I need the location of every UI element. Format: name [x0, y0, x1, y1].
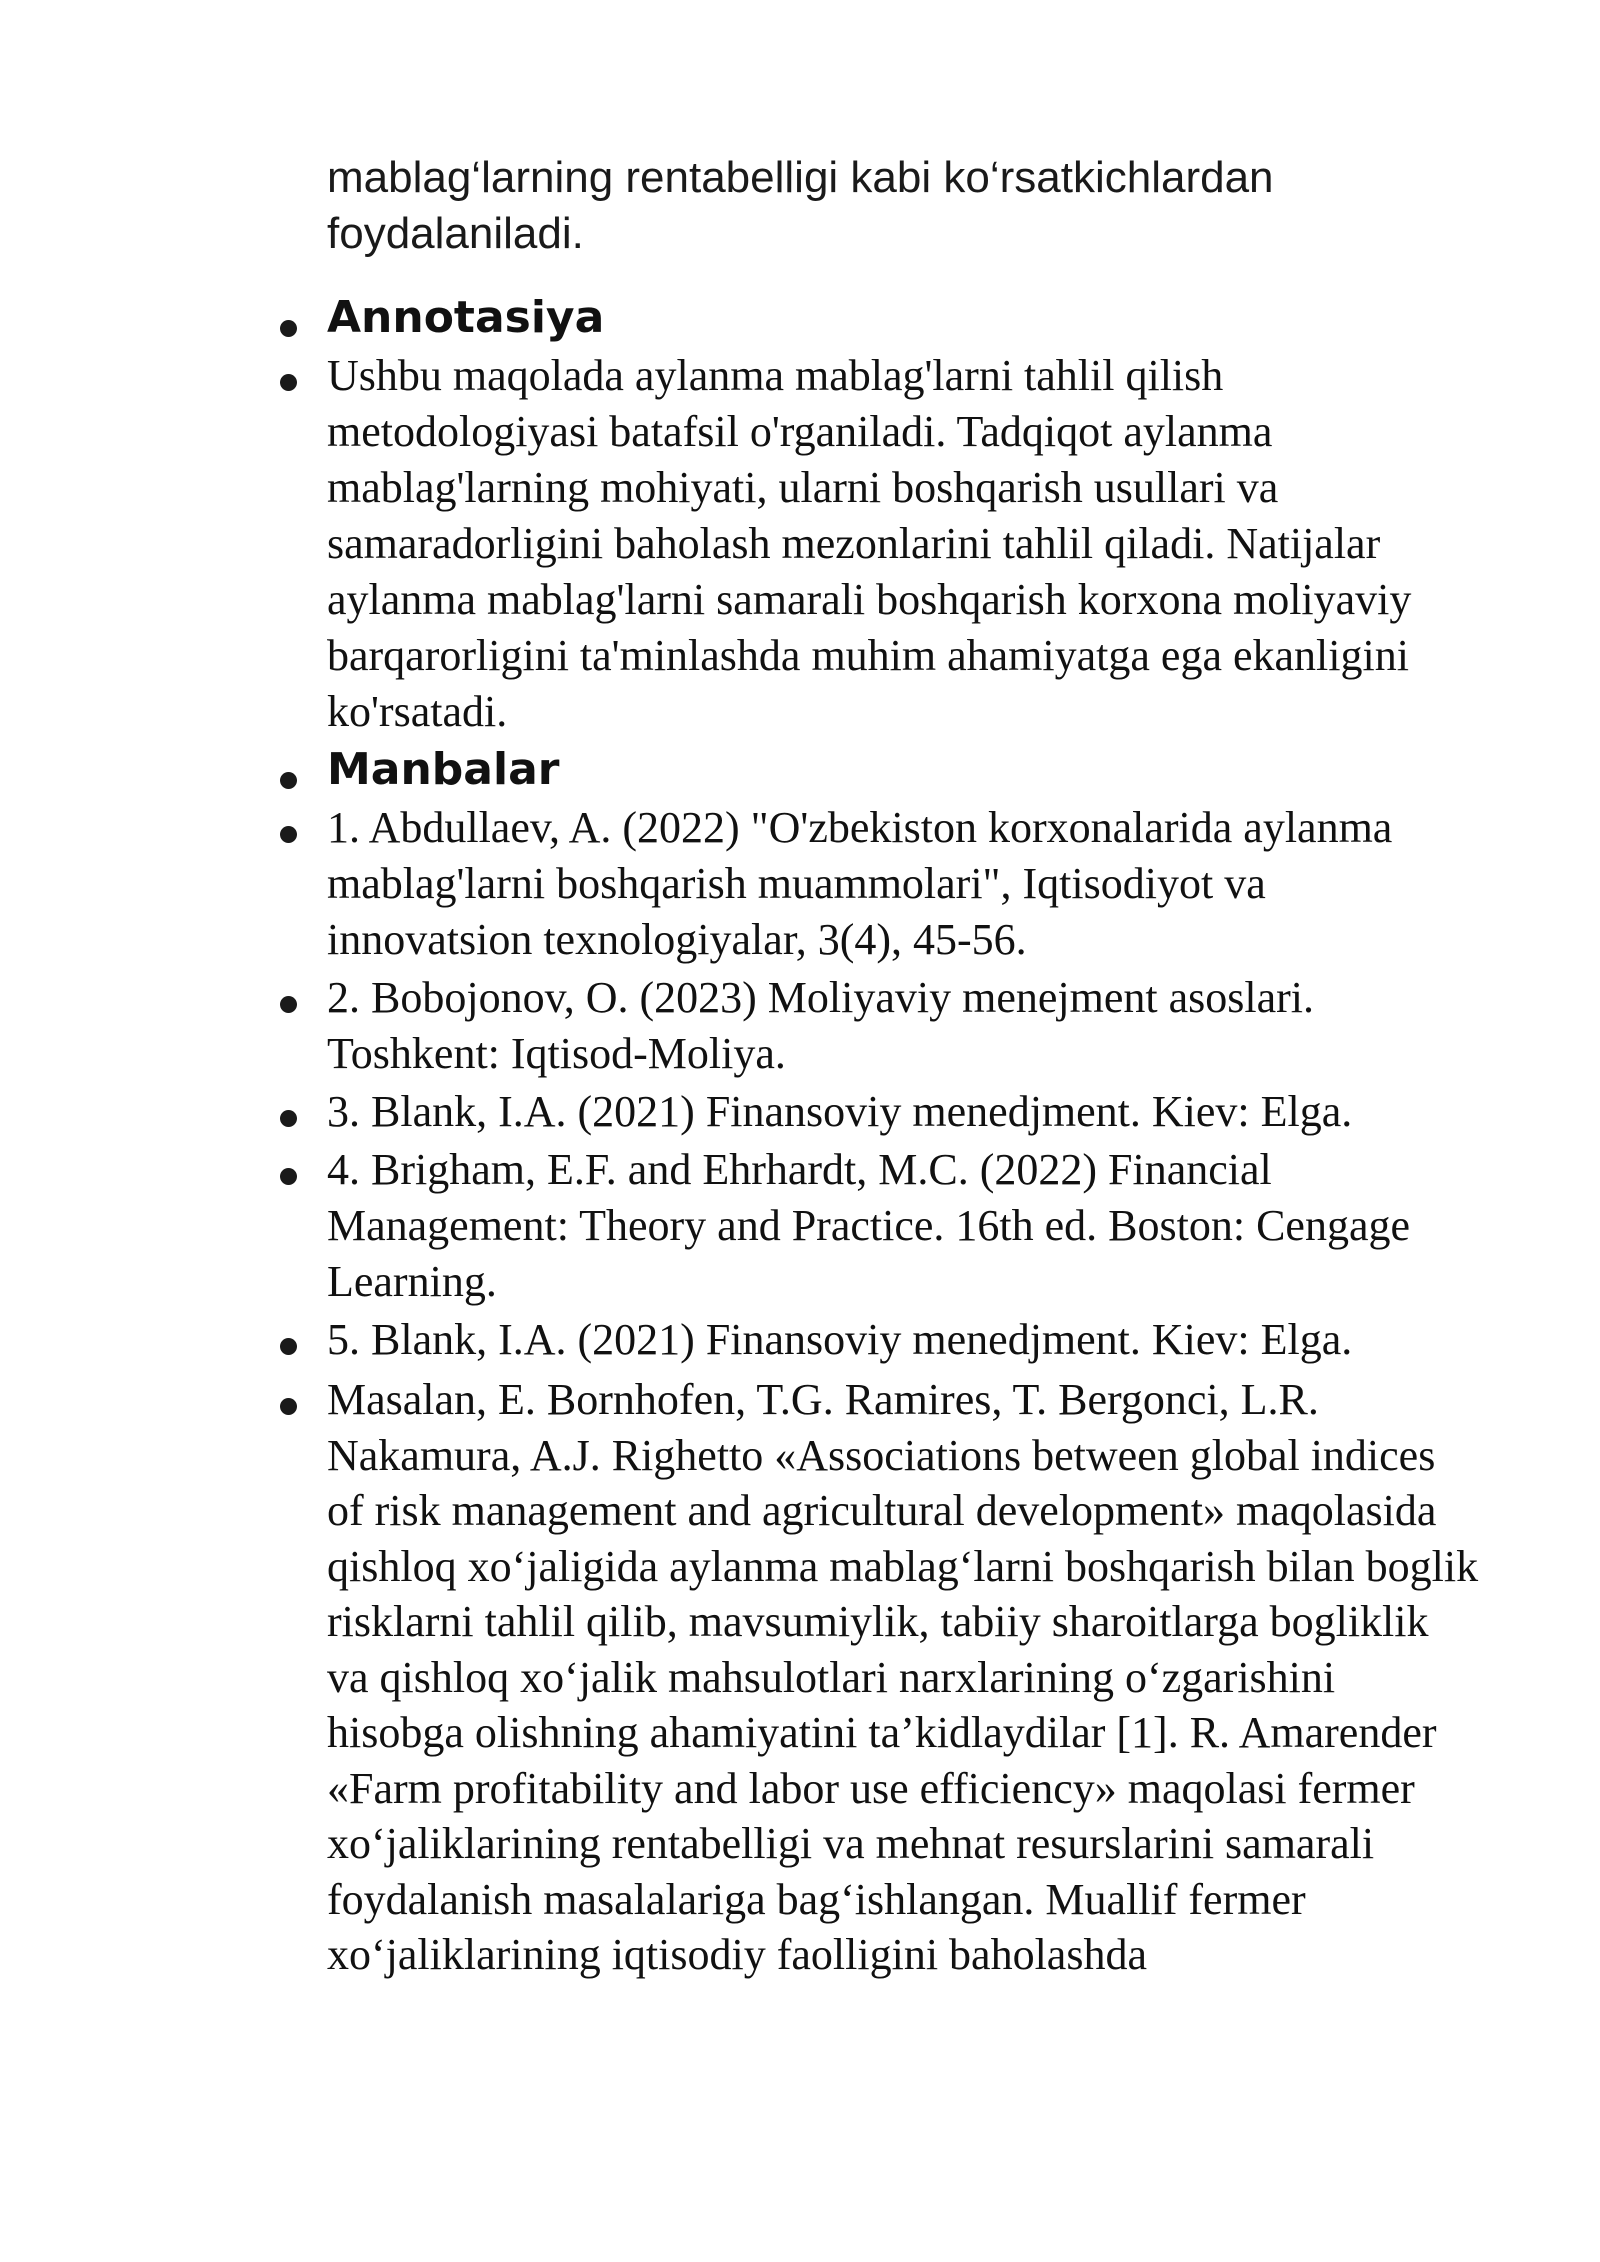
bullet-list	[280, 290, 1480, 1983]
bullet-dot-icon	[280, 1168, 297, 1185]
bullet-dot-icon	[280, 1398, 297, 1415]
reference-item	[280, 800, 1480, 968]
annotation-heading: Annotasiya	[327, 292, 605, 343]
bullet-dot-icon	[280, 374, 297, 391]
bullet-dot-icon	[280, 996, 297, 1013]
bullet-dot-icon	[280, 826, 297, 843]
bullet-dot-icon	[280, 1338, 297, 1355]
reference-text: 4. Brigham, E.F. and Ehrhardt, M.C. (2022) Financial Management: Theory and Practice. 16th ed. Boston: Cengage Learning.	[327, 1145, 1411, 1306]
reference-text: 5. Blank, I.A. (2021) Finansoviy menedjment. Kiev: Elga.	[327, 1315, 1353, 1364]
bullet-dot-icon	[280, 320, 297, 337]
body-paragraph-item	[280, 1372, 1480, 1983]
reference-item	[280, 1312, 1480, 1368]
reference-text: 1. Abdullaev, A. (2022) "O'zbekiston korxonalarida aylanma mablag'larni boshqarish muammolari", Iqtisodiyot va innovatsion texnologiyalar, 3(4), 45-56.	[327, 803, 1393, 964]
reference-item	[280, 970, 1480, 1082]
references-heading-item	[280, 742, 1480, 798]
annotation-text: Ushbu maqolada aylanma mablag'larni tahlil qilish metodologiyasi batafsil o'rganiladi. Tadqiqot aylanma mablag'larning mohiyati, ularni boshqarish usullari va samaradorligini baholash mezonlarini tahlil qiladi. Natijalar aylanma mablag'larni samarali boshqarish korxona moliyaviy barqarorligini ta'minlashda muhim ahamiyatga ega ekanligini ko'rsatadi.	[327, 351, 1412, 736]
reference-text: 3. Blank, I.A. (2021) Finansoviy menedjment. Kiev: Elga.	[327, 1087, 1353, 1136]
reference-text: 2. Bobojonov, O. (2023) Moliyaviy menejment asoslari. Toshkent: Iqtisod-Moliya.	[327, 973, 1315, 1078]
annotation-heading-item	[280, 290, 1480, 346]
body-paragraph: Masalan, E. Bornhofen, T.G. Ramires, T. Bergonci, L.R. Nakamura, A.J. Righetto «Associations between global indices of risk management and agricultural development» maqolasida qishloq xo‘jaligida aylanma mablag‘larni boshqarish bilan boglik risklarni tahlil qilib, mavsumiylik, tabiiy sharoitlarga bogliklik va qishloq xo‘jalik mahsulotlari narxlarining o‘zgarishini hisobga olishning ahamiyatini ta’kidlaydilar [1]. R. Amarender «Farm profitability and labor use efficiency» maqolasi fermer xo‘jaliklarining rentabelligi va mehnat resurslarini samarali foydalanish masalalariga bag‘ishlangan. Muallif fermer xo‘jaliklarining iqtisodiy faolligini baholashda	[327, 1375, 1479, 1979]
reference-item	[280, 1084, 1480, 1140]
references-heading: Manbalar	[327, 744, 560, 795]
bullet-dot-icon	[280, 772, 297, 789]
annotation-text-item	[280, 348, 1480, 740]
intro-continuation-text: mablag‘larning rentabelligi kabi ko‘rsatkichlardan foydalaniladi.	[327, 153, 1274, 258]
reference-item	[280, 1142, 1480, 1310]
bullet-dot-icon	[280, 1110, 297, 1127]
